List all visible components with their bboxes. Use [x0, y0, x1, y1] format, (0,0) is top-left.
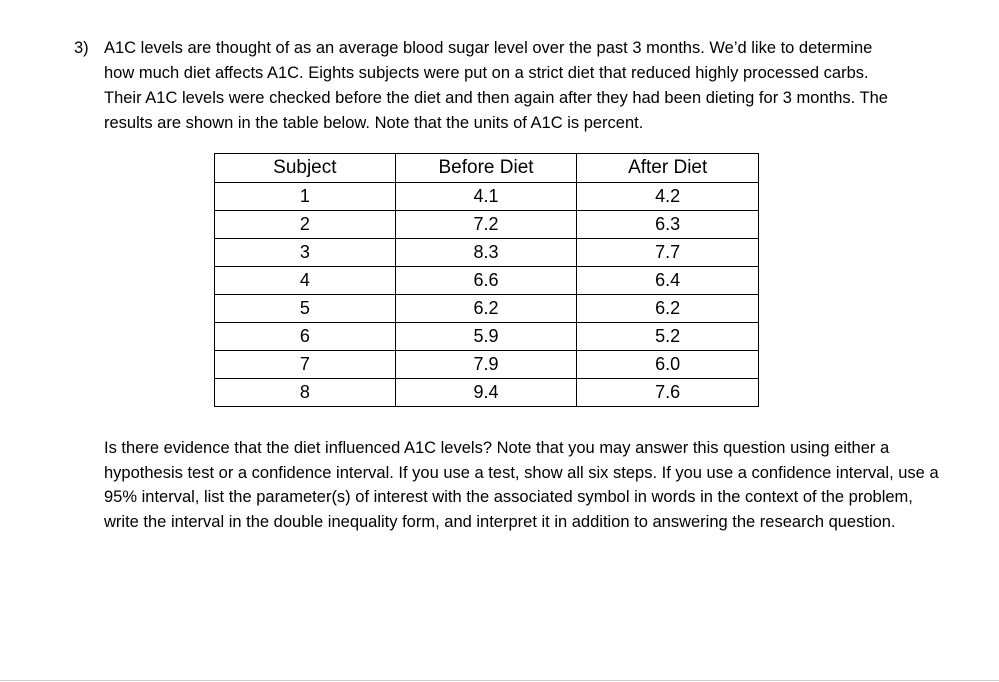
- table-row: [215, 379, 759, 407]
- cell-after-diet: 5.2: [577, 323, 759, 351]
- cell-after-diet: 7.7: [577, 239, 759, 267]
- cell-subject: 5: [215, 295, 396, 323]
- cell-subject: 2: [215, 211, 396, 239]
- cell-subject: 6: [215, 323, 396, 351]
- table-row: [215, 183, 759, 211]
- table-row: [215, 295, 759, 323]
- cell-before-diet: 7.9: [395, 351, 577, 379]
- table-row: [215, 211, 759, 239]
- header-subject: Subject: [215, 154, 396, 183]
- a1c-data-table: [214, 153, 759, 407]
- cell-before-diet: 7.2: [395, 211, 577, 239]
- cell-before-diet: 6.2: [395, 295, 577, 323]
- table-row: [215, 239, 759, 267]
- question-text: A1C levels are thought of as an average blood sugar level over the past 3 months. We’d like to determine how much diet affects A1C. Eights subjects were put on a strict diet that reduced highly processed carbs. Their A1C levels were checked before the diet and then again after they had been dieting for 3 months. The results are shown in the table below. Note that the units of A1C is percent.: [104, 39, 888, 132]
- cell-subject: 8: [215, 379, 396, 407]
- cell-subject: 4: [215, 267, 396, 295]
- header-before-diet: Before Diet: [395, 154, 577, 183]
- cell-after-diet: 6.2: [577, 295, 759, 323]
- cell-subject: 1: [215, 183, 396, 211]
- table-row: [215, 351, 759, 379]
- cell-after-diet: 6.3: [577, 211, 759, 239]
- cell-after-diet: 6.4: [577, 267, 759, 295]
- followup-question: Is there evidence that the diet influenced A1C levels? Note that you may answer this question using either a hypothesis test or a confidence interval. If you use a test, show all six steps. If you use a confidence interval, use a 95% interval, list the parameter(s) of interest with the associated symbol in words in the context of the problem, write the interval in the double inequality form, and interpret it in addition to answering the research question.: [104, 439, 939, 531]
- cell-before-diet: 6.6: [395, 267, 577, 295]
- cell-before-diet: 9.4: [395, 379, 577, 407]
- table-row: [215, 267, 759, 295]
- cell-before-diet: 4.1: [395, 183, 577, 211]
- cell-subject: 7: [215, 351, 396, 379]
- cell-before-diet: 5.9: [395, 323, 577, 351]
- cell-after-diet: 4.2: [577, 183, 759, 211]
- question-block: [74, 36, 894, 136]
- cell-after-diet: 6.0: [577, 351, 759, 379]
- header-after-diet: After Diet: [577, 154, 759, 183]
- question-number: 3): [74, 39, 89, 57]
- cell-before-diet: 8.3: [395, 239, 577, 267]
- cell-subject: 3: [215, 239, 396, 267]
- bottom-divider: [0, 680, 999, 681]
- cell-after-diet: 7.6: [577, 379, 759, 407]
- table-row: [215, 323, 759, 351]
- table-header-row: [215, 154, 759, 183]
